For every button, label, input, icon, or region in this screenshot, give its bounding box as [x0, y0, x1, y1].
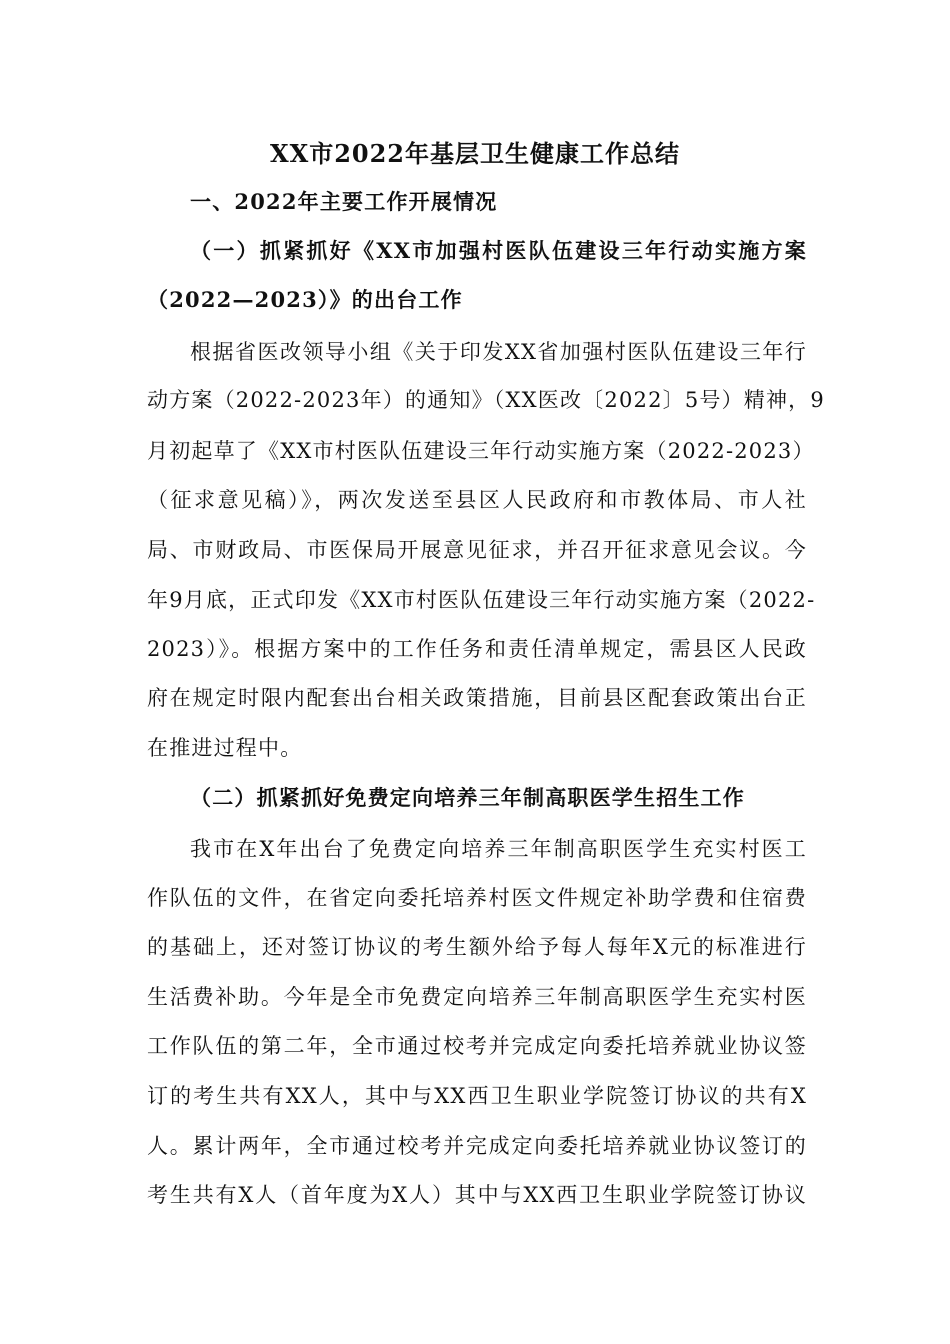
subsection-heading-line: （一）抓紧抓好《XX市加强村医队伍建设三年行动实施方案 [190, 238, 807, 263]
section-heading: 一、2022年主要工作开展情况 [190, 189, 498, 214]
paragraph-line: 我市在X年出台了免费定向培养三年制高职医学生充实村医工 [190, 837, 807, 861]
paragraph-line: 人。累计两年，全市通过校考并完成定向委托培养就业协议签订的 [147, 1134, 807, 1158]
paragraph-line: 工作队伍的第二年，全市通过校考并完成定向委托培养就业协议签 [147, 1034, 807, 1058]
paragraph-line: 年9月底，正式印发《XX市村医队伍建设三年行动实施方案（2022- [147, 588, 816, 612]
paragraph-line: 2023）》。根据方案中的工作任务和责任清单规定，需县区人民政 [147, 637, 807, 661]
subsection-heading: （二）抓紧抓好免费定向培养三年制高职医学生招生工作 [190, 785, 745, 810]
paragraph-line: 根据省医改领导小组《关于印发XX省加强村医队伍建设三年行 [190, 340, 807, 364]
paragraph-line: 生活费补助。今年是全市免费定向培养三年制高职医学生充实村医 [147, 985, 807, 1009]
paragraph-line: 府在规定时限内配套出台相关政策措施，目前县区配套政策出台正 [147, 686, 807, 710]
paragraph-line: 的基础上，还对签订协议的考生额外给予每人每年X元的标准进行 [147, 935, 807, 959]
document-title: XX市2022年基层卫生健康工作总结 [269, 139, 681, 168]
paragraph-line: 作队伍的文件，在省定向委托培养村医文件规定补助学费和住宿费 [147, 886, 807, 910]
subsection-heading-line: （2022—2023）》的出台工作 [147, 287, 463, 312]
paragraph-line: 月初起草了《XX市村医队伍建设三年行动实施方案（2022-2023） [147, 439, 815, 463]
paragraph-line: 考生共有X人（首年度为X人）其中与XX西卫生职业学院签订协议 [147, 1183, 807, 1207]
paragraph-line: 在推进过程中。 [147, 736, 303, 760]
paragraph-line: 动方案（2022-2023年）的通知》（XX医改〔2022〕5号）精神，9 [147, 388, 825, 412]
paragraph-line: 订的考生共有XX人，其中与XX西卫生职业学院签订协议的共有X [147, 1084, 807, 1108]
paragraph-line: （征求意见稿）》，两次发送至县区人民政府和市教体局、市人社 [147, 488, 807, 512]
paragraph-line: 局、市财政局、市医保局开展意见征求，并召开征求意见会议。今 [147, 538, 807, 562]
